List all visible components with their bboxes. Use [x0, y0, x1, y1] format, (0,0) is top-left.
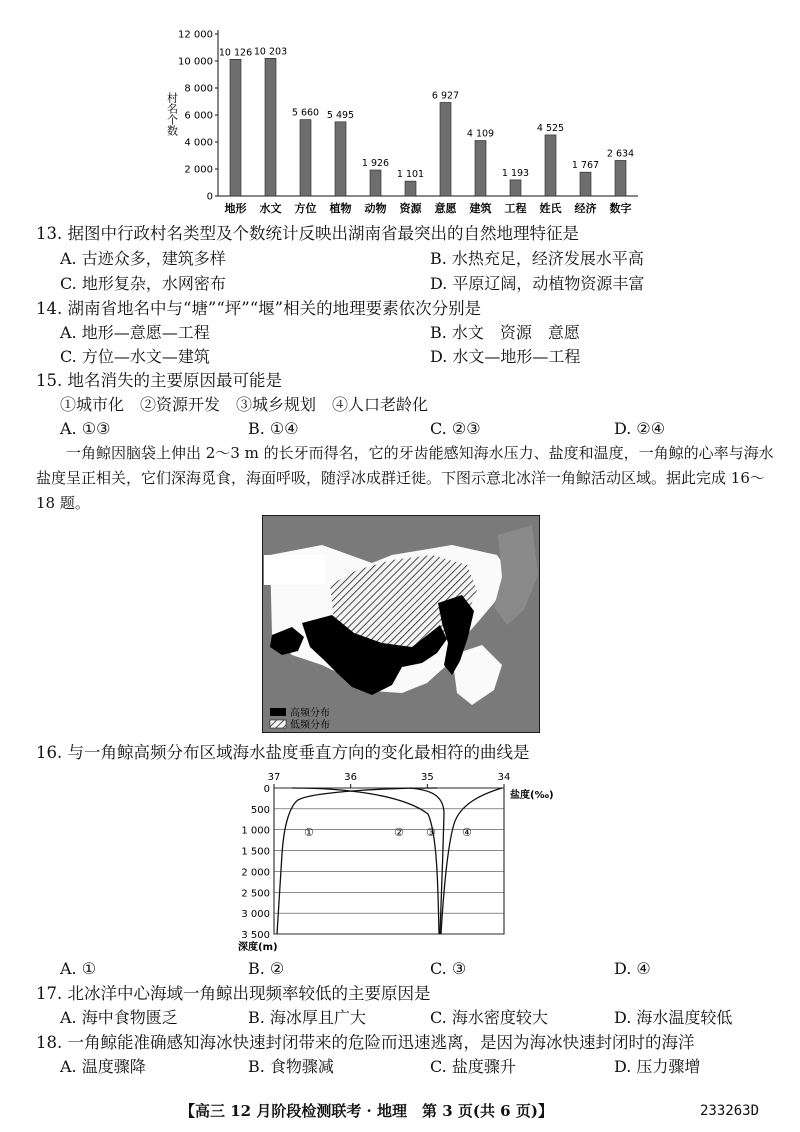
salinity-x-tick-label: 36	[344, 772, 358, 783]
bar-y-tick-label: 4 000	[184, 137, 213, 149]
q18-option-c[interactable]: C. 盐度骤升	[430, 1057, 516, 1076]
q15-option-c[interactable]: C. ②③	[430, 419, 481, 438]
q18-option-d[interactable]: D. 压力骤增	[614, 1057, 701, 1076]
curve-2	[292, 788, 439, 934]
q15-stem: 15. 地名消失的主要原因最可能是	[36, 371, 282, 390]
q17-option-d[interactable]: D. 海水温度较低	[614, 1008, 733, 1027]
bar-category-label: 水文	[259, 202, 282, 215]
curve-label-4: ④	[462, 826, 472, 839]
village-name-bar-chart	[160, 22, 650, 222]
q17-option-b[interactable]: B. 海冰厚且广大	[248, 1008, 366, 1027]
bar-value-label: 1 767	[571, 160, 600, 172]
curve-4	[441, 788, 502, 934]
legend-low-label: 低频分布	[290, 720, 330, 731]
bar-水文	[265, 58, 276, 196]
q16-stem: 16. 与一角鲸高频分布区域海水盐度垂直方向的变化最相符的曲线是	[36, 743, 530, 762]
q18-stem: 18. 一角鲸能准确感知海冰快速封闭带来的危险而迅速逃离，是因为海冰快速封闭时的海洋	[36, 1033, 695, 1052]
bar-建筑	[475, 141, 486, 196]
q16-option-d[interactable]: D. ④	[614, 959, 651, 978]
bar-category-label: 植物	[329, 202, 352, 215]
bar-category-label: 姓氏	[539, 202, 562, 215]
bar-value-label: 4 525	[536, 122, 565, 134]
bar-value-label: 10 126	[218, 47, 253, 59]
bar-姓氏	[545, 135, 556, 196]
bar-value-label: 10 203	[253, 46, 288, 58]
bar-value-label: 2 634	[606, 148, 635, 160]
q13-stem: 13. 据图中行政村名类型及个数统计反映出湖南省最突出的自然地理特征是	[36, 224, 579, 243]
q15-items: ①城市化 ②资源开发 ③城乡规划 ④人口老龄化	[60, 395, 429, 414]
bar-动物	[370, 170, 381, 196]
salinity-y-tick-label: 1 000	[241, 825, 270, 837]
q17-option-c[interactable]: C. 海水密度较大	[430, 1008, 548, 1027]
salinity-y-tick-label: 3 500	[241, 930, 270, 941]
bar-植物	[335, 122, 346, 196]
curve-1	[277, 788, 437, 934]
bar-y-tick-label: 10 000	[178, 56, 213, 68]
q14-option-d[interactable]: D. 水文—地形—工程	[430, 347, 581, 366]
bar-chart-ylabel: 村名个数	[165, 92, 179, 136]
q15-option-a[interactable]: A. ①③	[60, 419, 111, 438]
exam-code: 233263D	[700, 1103, 760, 1119]
q13-option-c[interactable]: C. 地形复杂，水网密布	[60, 274, 226, 293]
q13-option-a[interactable]: A. 古迹众多，建筑多样	[60, 249, 226, 268]
bar-value-label: 5 660	[291, 107, 320, 119]
salinity-y-tick-label: 2 000	[241, 867, 270, 879]
bar-value-label: 1 101	[396, 169, 425, 181]
q17-option-a[interactable]: A. 海中食物匮乏	[60, 1008, 178, 1027]
bar-y-tick-label: 0	[206, 191, 213, 203]
bar-category-label: 建筑	[469, 202, 492, 215]
bar-category-label: 工程	[504, 202, 527, 215]
salinity-x-tick-label: 37	[267, 772, 281, 783]
salinity-y-tick-label: 2 500	[241, 888, 270, 900]
q18-option-b[interactable]: B. 食物骤减	[248, 1057, 334, 1076]
q16-option-a[interactable]: A. ①	[60, 959, 97, 978]
salinity-y-tick-label: 500	[250, 804, 270, 816]
page-footer: 【高三 12 月阶段检测联考 · 地理 第 3 页(共 6 页)】	[180, 1102, 553, 1120]
q15-option-d[interactable]: D. ②④	[614, 419, 666, 438]
q17-stem: 17. 北冰洋中心海域一角鲸出现频率较低的主要原因是	[36, 984, 431, 1003]
bar-数字	[615, 160, 626, 196]
bar-y-tick-label: 2 000	[184, 164, 213, 176]
bar-y-tick-label: 6 000	[184, 110, 213, 122]
salinity-y-tick-label: 1 500	[241, 846, 270, 858]
q13-option-b[interactable]: B. 水热充足，经济发展水平高	[430, 249, 644, 268]
bar-value-label: 1 926	[361, 157, 390, 169]
bar-category-label: 资源	[399, 202, 422, 215]
bar-工程	[510, 180, 521, 196]
bar-y-tick-label: 12 000	[178, 29, 213, 41]
q15-option-b[interactable]: B. ①④	[248, 419, 299, 438]
bar-地形	[230, 59, 241, 196]
bar-经济	[580, 172, 591, 196]
bar-资源	[405, 181, 416, 196]
q16-option-b[interactable]: B. ②	[248, 959, 285, 978]
salinity-y-tick-label: 0	[263, 784, 270, 795]
salinity-x-tick-label: 34	[497, 772, 511, 783]
arctic-narwhal-map	[262, 515, 540, 733]
bar-y-tick-label: 8 000	[184, 83, 213, 95]
legend-high-label: 高频分布	[290, 708, 330, 719]
q16-option-c[interactable]: C. ③	[430, 959, 467, 978]
curve-label-3: ③	[426, 826, 436, 839]
bar-value-label: 4 109	[466, 128, 495, 140]
salinity-xlabel: 盐度(‰)	[510, 790, 554, 801]
salinity-y-tick-label: 3 000	[241, 909, 270, 921]
bar-category-label: 数字	[609, 202, 632, 215]
bar-category-label: 经济	[574, 202, 597, 215]
curve-label-1: ①	[304, 826, 314, 839]
legend-low-swatch	[270, 720, 286, 728]
bar-category-label: 方位	[294, 202, 317, 215]
bar-方位	[300, 120, 311, 196]
bar-category-label: 意愿	[434, 202, 457, 215]
salinity-x-tick-label: 35	[420, 772, 434, 783]
curve-label-2: ②	[394, 826, 404, 839]
q18-option-a[interactable]: A. 温度骤降	[60, 1057, 146, 1076]
bar-category-label: 地形	[224, 202, 247, 215]
bar-意愿	[440, 102, 451, 196]
salinity-depth-chart	[232, 764, 572, 954]
salinity-plot-frame	[274, 788, 504, 934]
legend-high-swatch	[270, 708, 286, 716]
bar-category-label: 动物	[364, 202, 387, 215]
salinity-ylabel: 深度(m)	[238, 942, 278, 953]
map-inset	[264, 555, 326, 585]
q14-option-a[interactable]: A. 地形—意愿—工程	[60, 323, 210, 342]
q14-stem: 14. 湖南省地名中与“塘”“坪”“堰”相关的地理要素依次分别是	[36, 299, 482, 318]
q13-option-d[interactable]: D. 平原辽阔，动植物资源丰富	[430, 274, 645, 293]
passage: 一角鲸因脑袋上伸出 2～3 m 的长牙而得名，它的牙齿能感知海水压力、盐度和温度，一角鲸的心率与海水盐度呈正相关，它们深海觅食，海面呼吸，随浮冰成群迁徙。下图示意北冰洋一角鲸活动区域。据此完成 16～18 题。	[36, 444, 774, 512]
q14-option-c[interactable]: C. 方位—水文—建筑	[60, 347, 210, 366]
bar-value-label: 1 193	[501, 167, 530, 179]
q14-option-b[interactable]: B. 水文 资源 意愿	[430, 323, 580, 342]
bar-value-label: 5 495	[326, 109, 355, 121]
bar-value-label: 6 927	[431, 90, 460, 102]
